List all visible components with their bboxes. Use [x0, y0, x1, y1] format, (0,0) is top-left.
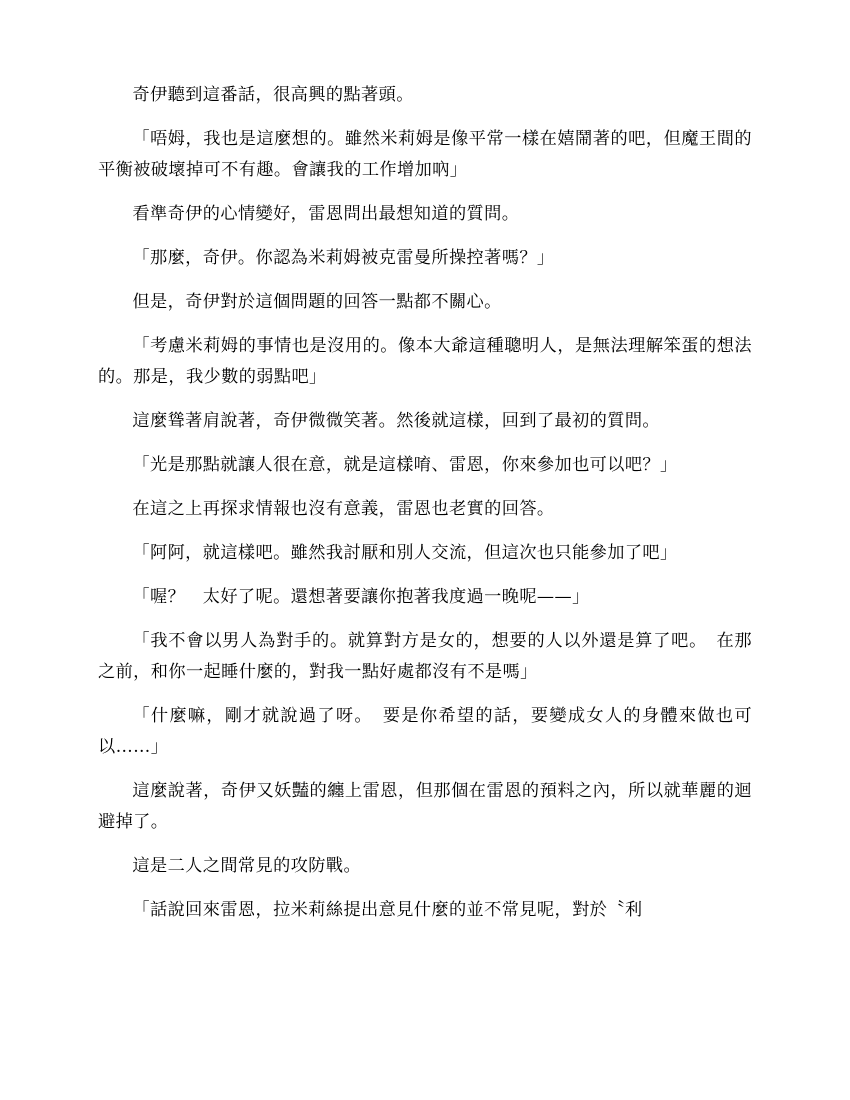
paragraph: 這麼說著，奇伊又妖豔的纏上雷恩，但那個在雷恩的預料之內，所以就華麗的迴避掉了。 [98, 781, 752, 832]
paragraph: 「那麼，奇伊。你認為米莉姆被克雷曼所操控著嗎？」 [132, 248, 555, 268]
paragraph: 「話說回來雷恩，拉米莉絲提出意見什麼的並不常見呢，對於〝利 [132, 900, 643, 920]
paragraph: 「考慮米莉姆的事情也是沒用的。像本大爺這種聰明人，是無法理解笨蛋的想法的。那是，我少數的弱點吧」 [98, 336, 752, 387]
paragraph: 「什麼嘛，剛才就說過了呀。 要是你希望的話，要變成女人的身體來做也可以……」 [98, 706, 752, 757]
paragraph: 「喔？ 太好了呢。還想著要讓你抱著我度過一晚呢——」 [132, 587, 590, 607]
paragraph: 「唔姆，我也是這麼想的。雖然米莉姆是像平常一樣在嬉鬧著的吧，但魔王間的平衡被破壞掉可不有趣。會讓我的工作增加吶」 [98, 129, 752, 180]
paragraph: 這是二人之間常見的攻防戰。 [132, 856, 362, 876]
paragraph: 看準奇伊的心情變好，雷恩問出最想知道的質問。 [132, 204, 520, 224]
paragraph: 在這之上再探求情報也沒有意義，雷恩也老實的回答。 [132, 499, 555, 519]
paragraph: 但是，奇伊對於這個問題的回答一點都不關心。 [132, 292, 502, 312]
paragraph: 奇伊聽到這番話，很高興的點著頭。 [132, 85, 414, 105]
paragraph: 「阿阿，就這樣吧。雖然我討厭和別人交流，但這次也只能參加了吧」 [132, 543, 678, 563]
paragraph: 「光是那點就讓人很在意，就是這樣唷、雷恩，你來參加也可以吧？」 [132, 455, 678, 475]
paragraph: 這麼聳著肩說著，奇伊微微笑著。然後就這樣，回到了最初的質問。 [132, 411, 661, 431]
document-body [98, 80, 752, 926]
paragraph: 「我不會以男人為對手的。就算對方是女的，想要的人以外還是算了吧。 在那之前，和你一起睡什麼的，對我一點好處都沒有不是嗎」 [98, 631, 752, 682]
